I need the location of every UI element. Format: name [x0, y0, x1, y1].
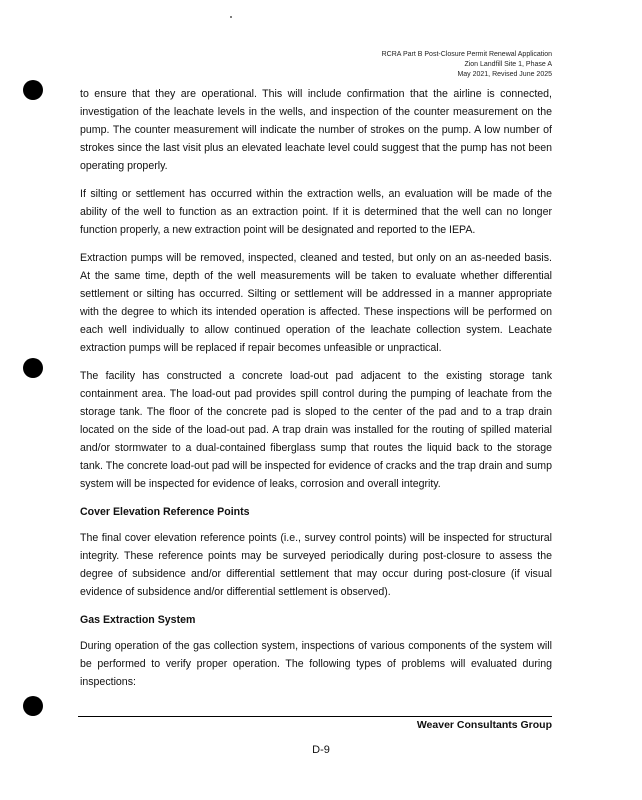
footer-company: Weaver Consultants Group	[416, 719, 552, 731]
footer-divider	[78, 716, 552, 717]
punch-hole-top	[23, 80, 43, 100]
paragraph-cover-elevation: The final cover elevation reference points (i.e., survey control points) will be inspected for structural integrity. These reference points may be surveyed periodically during post-closure to assess the degree of subsidence and/or differential settlement that may occur during post-closure (if visual evidence of subsidence and/or differential settlement is observed).	[80, 532, 552, 598]
heading-gas-extraction: Gas Extraction System	[80, 614, 196, 626]
heading-cover-elevation: Cover Elevation Reference Points	[80, 506, 250, 518]
paragraph-extraction-pumps: Extraction pumps will be removed, inspected, cleaned and tested, but only on an as-needed basis. At the same time, depth of the well measurements will be taken to evaluate whether differential settlement or silting has occurred. Silting or settlement will be addressed in a manner appropriate with the degree to which its intended operation is affected. These inspections will be performed on each well individually to allow continued operation of the leachate collection system. Leachate extraction pumps will be replaced if repair becomes unfeasible or unpractical.	[80, 252, 552, 354]
header-line-1: RCRA Part B Post-Closure Permit Renewal Application	[381, 51, 552, 58]
body-text	[80, 85, 552, 701]
header-line-3: May 2021, Revised June 2025	[457, 71, 552, 78]
paragraph-pump-inspection: to ensure that they are operational. This will include confirmation that the airline is connected, investigation of the leachate levels in the wells, and inspection of the counter measurement on the pump. The counter measurement will indicate the number of strokes on the pump. A low number of strokes since the last visit plus an elevated leachate level could suggest that the pump has not been operating properly.	[80, 88, 552, 172]
paragraph-gas-extraction: During operation of the gas collection system, inspections of various components of the system will be performed to verify proper operation. The following types of problems will evaluated during inspections:	[80, 640, 552, 688]
running-header	[382, 50, 552, 80]
header-line-2: Zion Landfill Site 1, Phase A	[464, 61, 552, 68]
paragraph-load-out-pad: The facility has constructed a concrete load-out pad adjacent to the existing storage tank containment area. The load-out pad provides spill control during the pumping of leachate from the storage tank. The floor of the concrete pad is sloped to the center of the pad and to a trap drain located on the side of the load-out pad. A trap drain was installed for the routing of spilled material and/or stormwater to a dual-contained fiberglass sump that routes the liquid back to the storage tank. The concrete load-out pad will be inspected for evidence of cracks and the trap drain and sump system will be inspected for evidence of leaks, corrosion and overall integrity.	[80, 370, 552, 490]
punch-hole-middle	[23, 358, 43, 378]
punch-hole-bottom	[23, 696, 43, 716]
page-number: D-9	[312, 744, 330, 756]
paragraph-silting: If silting or settlement has occurred within the extraction wells, an evaluation will be made of the ability of the well to function as an extraction point. If it is determined that the well can no longer function properly, a new extraction point will be designated and reported to the IEPA.	[80, 188, 552, 236]
scan-speck	[230, 16, 232, 18]
